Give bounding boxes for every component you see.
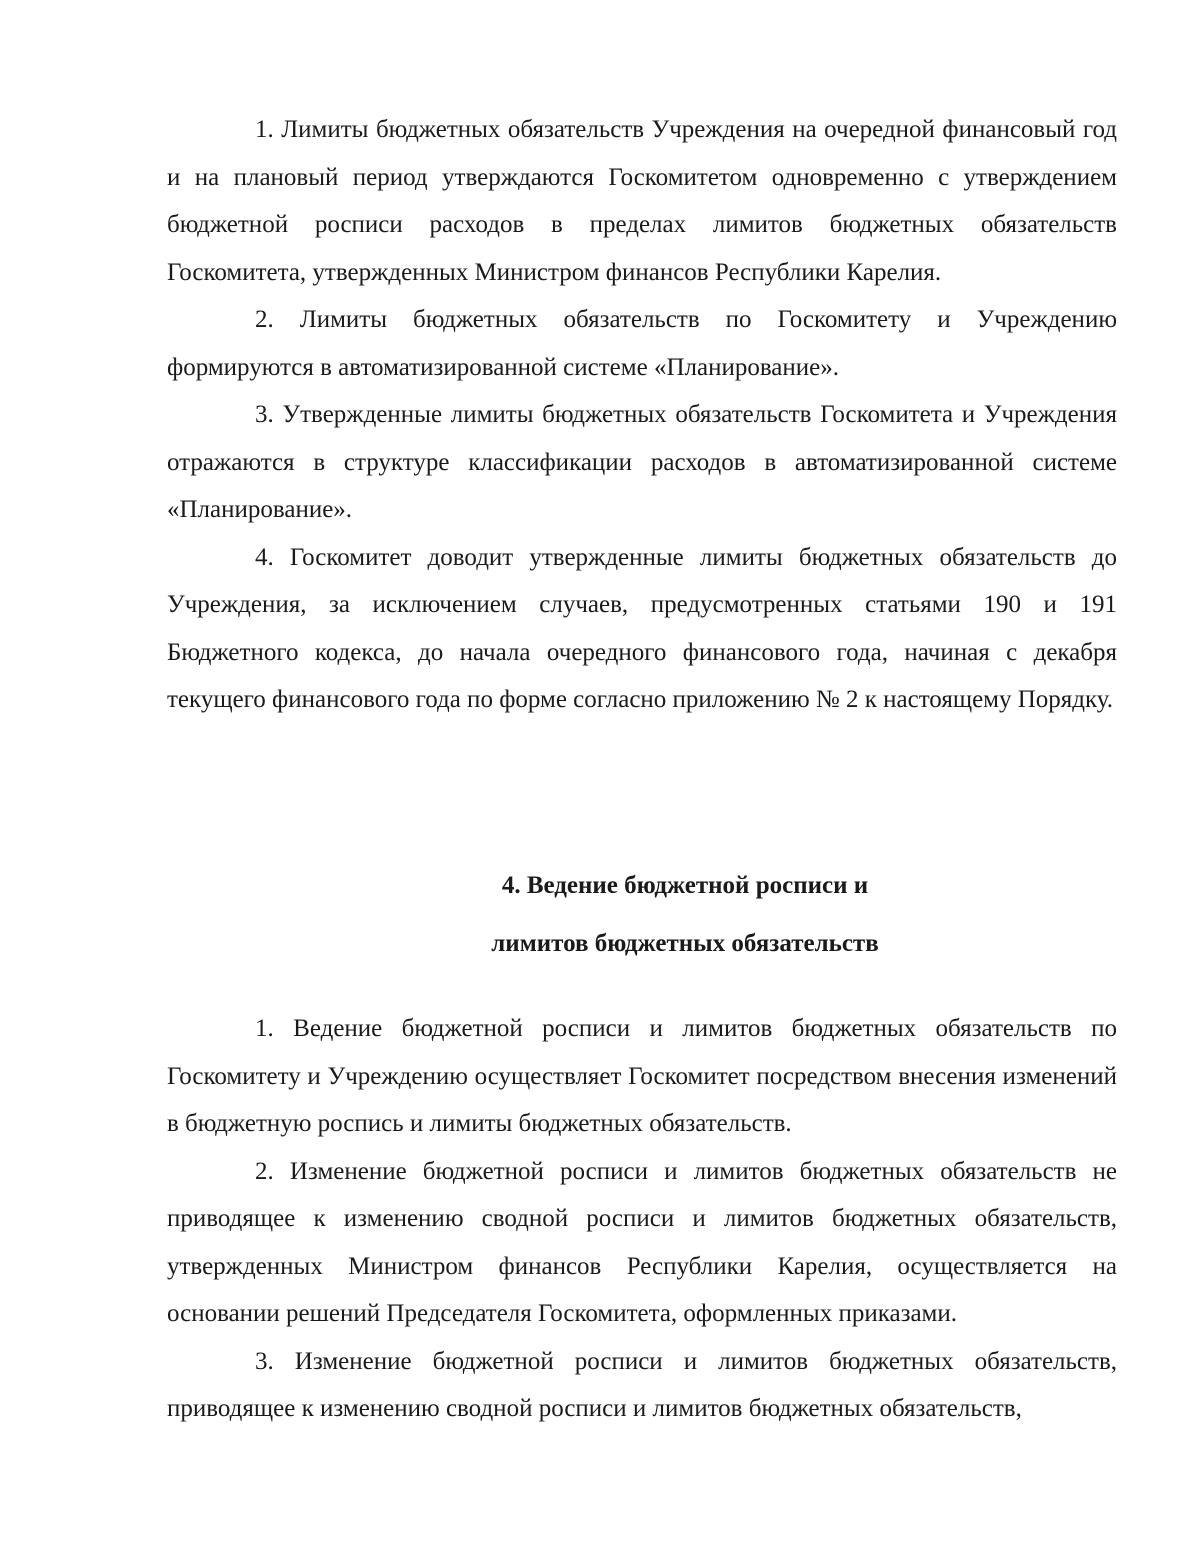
paragraph-3-3: 3. Утвержденные лимиты бюджетных обязательств Госкомитета и Учреждения отражаются в структуре классификации расходов в автоматизированной системе «Планирование». <box>167 401 1117 523</box>
paragraph-3-2: 2. Лимиты бюджетных обязательств по Госкомитету и Учреждению формируются в автоматизированной системе «Планирование». <box>167 306 1117 381</box>
section-4-heading <box>167 857 1200 973</box>
section-4-heading-line-1: 4. Ведение бюджетной росписи и <box>501 872 869 899</box>
paragraph-4-1: 1. Ведение бюджетной росписи и лимитов бюджетных обязательств по Госкомитету и Учреждению осуществляет Госкомитет посредством внесения изменений в бюджетную роспись и лимиты бюджетных обязательств. <box>167 1015 1117 1137</box>
section-3-items <box>167 106 1117 724</box>
paragraph-4-2: 2. Изменение бюджетной росписи и лимитов бюджетных обязательств не приводящее к изменению сводной росписи и лимитов бюджетных обязательств, утвержденных Министром финансов Республики Карелия, осуществляется на основании решений Председателя Госкомитета, оформленных приказами. <box>167 1157 1117 1327</box>
paragraph-3-1: 1. Лимиты бюджетных обязательств Учреждения на очередной финансовый год и на плановый период утверждаются Госкомитетом одновременно с утверждением бюджетной росписи расходов в пределах лимитов бюджетных обязательств Госкомитета, утвержденных Министром финансов Республики Карелия. <box>167 116 1117 286</box>
paragraph-4-3: 3. Изменение бюджетной росписи и лимитов бюджетных обязательств, приводящее к изменению сводной росписи и лимитов бюджетных обязательств, <box>167 1347 1117 1422</box>
paragraph-3-4: 4. Госкомитет доводит утвержденные лимиты бюджетных обязательств до Учреждения, за исключением случаев, предусмотренных статьями 190 и 191 Бюджетного кодекса, до начала очередного финансового года, начиная с декабря текущего финансового года по форме согласно приложению № 2 к настоящему Порядку. <box>167 543 1117 713</box>
section-4-items <box>167 1005 1117 1433</box>
section-4-heading-line-2: лимитов бюджетных обязательств <box>491 930 879 957</box>
